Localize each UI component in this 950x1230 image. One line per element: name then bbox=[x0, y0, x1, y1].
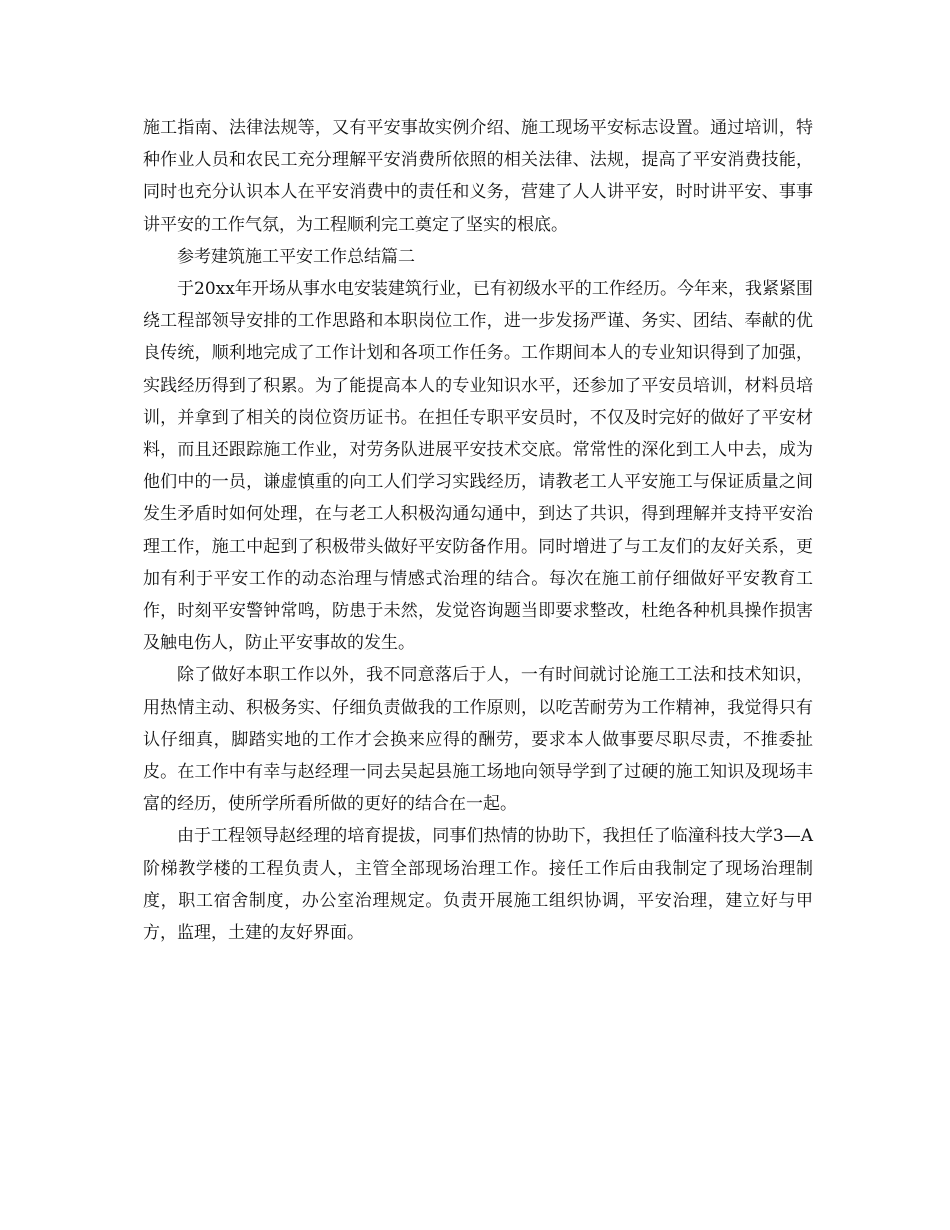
paragraph-body: 由于工程领导赵经理的培育提拔，同事们热情的协助下，我担任了临潼科技大学3—A阶梯教学楼的工程负责人，主管全部现场治理工作。接任工作后由我制定了现场治理制度，职工宿舍制度，办公室治理规定。负责开展施工组织协调，平安治理，建立好与甲方，监理，土建的友好界面。 bbox=[143, 826, 813, 944]
paragraph-continuation: 施工指南、法律法规等，又有平安事故实例介绍、施工现场平安标志设置。通过培训，特种作业人员和农民工充分理解平安消费所依照的相关法律、法规，提高了平安消费技能，同时也充分认识本人在平安消费中的责任和义务，营建了人人讲平安，时时讲平安、事事讲平安的工作气氛，为工程顺利完工奠定了坚实的根底。 bbox=[143, 118, 813, 235]
paragraph-body: 于20xx年开场从事水电安装建筑行业，已有初级水平的工作经历。今年来，我紧紧围绕工程部领导安排的工作思路和本职岗位工作，进一步发扬严谨、务实、团结、奉献的优良传统，顺利地完成了工作计划和各项工作任务。工作期间本人的专业知识得到了加强，实践经历得到了积累。为了能提高本人的专业知识水平，还参加了平安员培训，材料员培训，并拿到了相关的岗位资历证书。在担任专职平安员时，不仅及时完好的做好了平安材料，而且还跟踪施工作业，对劳务队进展平安技术交底。常常性的深化到工人中去，成为他们中的一员，谦虚慎重的向工人们学习实践经历，请教老工人平安施工与保证质量之间发生矛盾时如何处理，在与老工人积极沟通勾通中，到达了共识，得到理解并支持平安治理工作，施工中起到了积极带头做好平安防备作用。同时增进了与工友们的友好关系，更加有利于平安工作的动态治理与情感式治理的结合。每次在施工前仔细做好平安教育工作，时刻平安警钟常鸣，防患于未然，发觉咨询题当即要求整改，杜绝各种机具操作损害及触电伤人，防止平安事故的发生。 bbox=[143, 279, 813, 654]
document-page bbox=[143, 112, 813, 949]
paragraph-body: 除了做好本职工作以外，我不同意落后于人，一有时间就讨论施工工法和技术知识，用热情主动、积极务实、仔细负责做我的工作原则，以吃苦耐劳为工作精神，我觉得只有认仔细真，脚踏实地的工作才会换来应得的酬劳，要求本人做事要尽职尽责，不推委扯皮。在工作中有幸与赵经理一同去吴起县施工场地向领导学到了过硬的施工知识及现场丰富的经历，使所学所看所做的更好的结合在一起。 bbox=[143, 665, 813, 815]
section-heading: 参考建筑施工平安工作总结篇二 bbox=[177, 246, 415, 267]
